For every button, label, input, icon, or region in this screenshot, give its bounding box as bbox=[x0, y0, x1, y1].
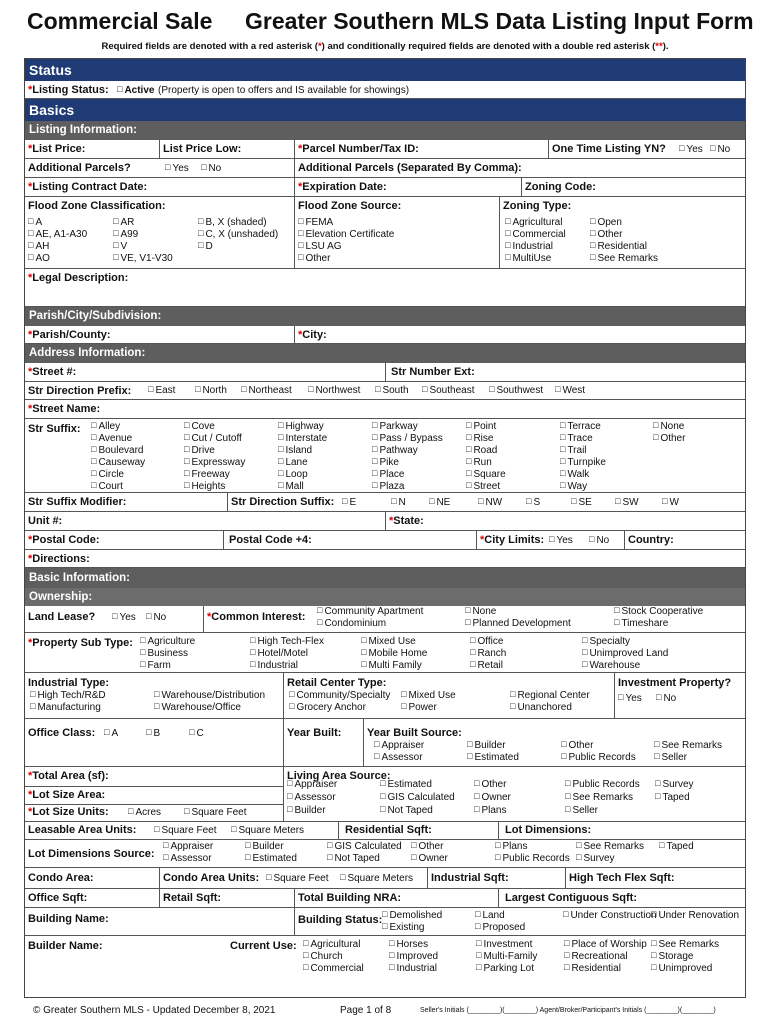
living-area-source-option[interactable]: □ Builder bbox=[287, 805, 326, 816]
sub-type-option[interactable]: □ Ranch bbox=[470, 648, 506, 659]
suffix-option[interactable]: □ Road bbox=[466, 445, 497, 456]
current-use-option[interactable]: □ Horses bbox=[389, 939, 428, 950]
current-use-label: Current Use: bbox=[230, 940, 297, 952]
current-use-option[interactable]: □ Storage bbox=[651, 951, 693, 962]
suffix-option[interactable]: □ Heights bbox=[184, 481, 225, 492]
flood-class-option[interactable]: □ A99 bbox=[113, 229, 138, 240]
flood-class-option[interactable]: □ B, X (shaded) bbox=[198, 217, 267, 228]
dir-suffix-option[interactable]: □ NW bbox=[478, 497, 502, 508]
retail-center-option[interactable]: □ Community/Specialty bbox=[289, 690, 390, 701]
building-status-option[interactable]: □ Proposed bbox=[475, 922, 525, 933]
living-area-source-option[interactable]: □ Public Records bbox=[565, 779, 640, 790]
dir-prefix-option[interactable]: □ West bbox=[555, 385, 585, 396]
living-area-source-option[interactable]: □ Assessor bbox=[287, 792, 336, 803]
retail-center-option[interactable]: □ Unanchored bbox=[510, 702, 572, 713]
industrial-type-option[interactable]: □ Manufacturing bbox=[30, 702, 101, 713]
current-use-option[interactable]: □ Parking Lot bbox=[476, 963, 534, 974]
building-status-option[interactable]: □ Land bbox=[475, 910, 505, 921]
office-class-option[interactable]: □ C bbox=[189, 728, 204, 739]
lot-dim-source-option[interactable]: □ Assessor bbox=[163, 853, 212, 864]
suffix-option[interactable]: □ Place bbox=[372, 469, 404, 480]
suffix-option[interactable]: □ Cut / Cutoff bbox=[184, 433, 242, 444]
building-status-option[interactable]: □ Demolished bbox=[382, 910, 442, 921]
section-status: Status bbox=[25, 59, 745, 81]
industrial-type-option[interactable]: □ High Tech/R&D bbox=[30, 690, 106, 701]
retail-center-option[interactable]: □ Grocery Anchor bbox=[289, 702, 366, 713]
dir-prefix-option[interactable]: □ Southwest bbox=[489, 385, 543, 396]
dir-suffix-option[interactable]: □ S bbox=[526, 497, 540, 508]
suffix-option[interactable]: □ Walk bbox=[560, 469, 589, 480]
direction-suffix-label: Str Direction Suffix: bbox=[231, 496, 335, 508]
section-basics: Basics bbox=[25, 99, 745, 121]
common-interest-option[interactable]: □ Community Apartment bbox=[317, 606, 423, 617]
direction-prefix-label: Str Direction Prefix: bbox=[28, 385, 132, 397]
zoning-type-option[interactable]: □ Agricultural bbox=[505, 217, 562, 228]
year-source-option[interactable]: □ Builder bbox=[467, 740, 506, 751]
suffix-option[interactable]: □ Freeway bbox=[184, 469, 230, 480]
one-time-listing-label: One Time Listing YN? bbox=[552, 143, 666, 155]
postal-row bbox=[25, 531, 745, 550]
lot-dim-source-option[interactable]: □ Taped bbox=[659, 841, 694, 852]
living-area-source-option[interactable]: □ See Remarks bbox=[565, 792, 633, 803]
suffix-option[interactable]: □ Alley bbox=[91, 421, 120, 432]
suffix-option[interactable]: □ Lane bbox=[278, 457, 308, 468]
parish-row bbox=[25, 326, 745, 344]
unit-number-field[interactable]: Unit #: bbox=[28, 515, 63, 527]
living-area-source-option[interactable]: □ Plans bbox=[474, 805, 506, 816]
flood-class-option[interactable]: □ C, X (unshaded) bbox=[198, 229, 278, 240]
dir-prefix-option[interactable]: □ Southeast bbox=[422, 385, 474, 396]
lot-dim-source-option[interactable]: □ Builder bbox=[245, 841, 284, 852]
lot-size-units-option[interactable]: □ Square Feet bbox=[184, 807, 246, 818]
zoning-type-option[interactable]: □ Residential bbox=[590, 241, 647, 252]
current-use-option[interactable]: □ Place of Worship bbox=[564, 939, 647, 950]
lot-dim-source-option[interactable]: □ Public Records bbox=[495, 853, 570, 864]
builder-row bbox=[25, 936, 745, 978]
lot-dim-source-option[interactable]: □ GIS Calculated bbox=[327, 841, 402, 852]
street-suffix-label: Str Suffix: bbox=[28, 423, 81, 435]
living-area-source-option[interactable]: □ Estimated bbox=[380, 779, 432, 790]
living-area-source-option[interactable]: □ Survey bbox=[655, 779, 694, 790]
suffix-option[interactable]: □ Boulevard bbox=[91, 445, 143, 456]
leasable-units-option[interactable]: □ Square Meters bbox=[231, 825, 304, 836]
living-area-source-option[interactable]: □ Other bbox=[474, 779, 506, 790]
city-limits-label: *City Limits: bbox=[480, 534, 545, 546]
lot-dimensions-source-row bbox=[25, 840, 745, 868]
year-built-source-label: Year Built Source: bbox=[367, 727, 462, 739]
sub-type-option[interactable]: □ Retail bbox=[470, 660, 503, 671]
flood-class-option[interactable]: □ AR bbox=[113, 217, 134, 228]
flood-source-option[interactable]: □ FEMA bbox=[298, 217, 333, 228]
retail-center-option[interactable]: □ Power bbox=[401, 702, 437, 713]
sqft-row bbox=[25, 889, 745, 908]
suffix-option[interactable]: □ Loop bbox=[278, 469, 308, 480]
living-area-source-option[interactable]: □ Taped bbox=[655, 792, 690, 803]
dir-suffix-option[interactable]: □ SE bbox=[571, 497, 592, 508]
lot-dim-source-option[interactable]: □ Plans bbox=[495, 841, 527, 852]
suffix-option[interactable]: □ Turnpike bbox=[560, 457, 606, 468]
city-limits-no-checkbox[interactable]: □ No bbox=[589, 535, 609, 546]
building-status-option[interactable]: □ Under Renovation bbox=[651, 910, 739, 921]
current-use-option[interactable]: □ Investment bbox=[476, 939, 532, 950]
condo-area-field[interactable]: Condo Area: bbox=[28, 872, 94, 884]
one-time-no-checkbox[interactable]: □ No bbox=[710, 144, 730, 155]
suffix-option[interactable]: □ Other bbox=[653, 433, 685, 444]
suffix-option[interactable]: □ Avenue bbox=[91, 433, 132, 444]
state-field[interactable]: *State: bbox=[389, 515, 424, 527]
legal-description-field[interactable]: *Legal Description: bbox=[28, 272, 129, 284]
industrial-type-label: Industrial Type: bbox=[28, 677, 110, 689]
zoning-type-option[interactable]: □ Open bbox=[590, 217, 622, 228]
section-listing-info: Listing Information: bbox=[25, 121, 745, 140]
additional-parcels-no-checkbox[interactable]: □ No bbox=[201, 163, 221, 174]
dir-prefix-option[interactable]: □ East bbox=[148, 385, 175, 396]
flood-class-option[interactable]: □ AE, A1-A30 bbox=[28, 229, 87, 240]
lot-dim-source-option[interactable]: □ Appraiser bbox=[163, 841, 213, 852]
street-suffix-row bbox=[25, 419, 745, 493]
suffix-option[interactable]: □ Plaza bbox=[372, 481, 404, 492]
suffix-option[interactable]: □ Point bbox=[466, 421, 496, 432]
suffix-option[interactable]: □ Circle bbox=[91, 469, 124, 480]
required-note: Required fields are denoted with a red asterisk (*) and conditionally required fields are denoted with a double red asterisk (**). bbox=[101, 41, 669, 52]
year-source-option[interactable]: □ Public Records bbox=[561, 752, 636, 763]
flood-zoning-row bbox=[25, 197, 745, 269]
condo-row bbox=[25, 868, 745, 889]
living-area-source-option[interactable]: □ Appraiser bbox=[287, 779, 337, 790]
parish-county-field[interactable]: *Parish/County: bbox=[28, 329, 111, 341]
suffix-option[interactable]: □ Island bbox=[278, 445, 312, 456]
direction-prefix-row bbox=[25, 382, 745, 400]
zoning-type-option[interactable]: □ MultiUse bbox=[505, 253, 551, 264]
zoning-code-field[interactable]: Zoning Code: bbox=[525, 181, 596, 193]
common-interest-option[interactable]: □ None bbox=[465, 606, 496, 617]
land-lease-yes-checkbox[interactable]: □ Yes bbox=[112, 612, 136, 623]
common-interest-option[interactable]: □ Stock Cooperative bbox=[614, 606, 703, 617]
retail-center-option[interactable]: □ Mixed Use bbox=[401, 690, 456, 701]
lot-dim-source-option[interactable]: □ Survey bbox=[576, 853, 615, 864]
current-use-option[interactable]: □ Church bbox=[303, 951, 343, 962]
list-price-low-field[interactable]: List Price Low: bbox=[163, 143, 242, 155]
dir-prefix-option[interactable]: □ North bbox=[195, 385, 227, 396]
status-active-description: (Property is open to offers and IS available for showings) bbox=[158, 85, 410, 96]
property-sub-type-row bbox=[25, 633, 745, 673]
common-interest-option[interactable]: □ Timeshare bbox=[614, 618, 668, 629]
industrial-retail-row bbox=[25, 673, 745, 719]
listing-contract-date-field[interactable]: *Listing Contract Date: bbox=[28, 181, 148, 193]
office-sqft-field[interactable]: Office Sqft: bbox=[28, 892, 88, 904]
section-parish: Parish/City/Subdivision: bbox=[25, 307, 745, 326]
sub-type-option[interactable]: □ Business bbox=[140, 648, 188, 659]
suffix-option[interactable]: □ Terrace bbox=[560, 421, 601, 432]
dir-suffix-option[interactable]: □ W bbox=[662, 497, 679, 508]
street-number-ext-field[interactable]: Str Number Ext: bbox=[391, 366, 475, 378]
industrial-type-option[interactable]: □ Warehouse/Office bbox=[154, 702, 241, 713]
suffix-modifier-row bbox=[25, 493, 745, 512]
investment-no-checkbox[interactable]: □ No bbox=[656, 693, 676, 704]
leasable-area-units-label: Leasable Area Units: bbox=[28, 824, 137, 836]
listing-status-label: *Listing Status: bbox=[28, 84, 109, 96]
office-class-option[interactable]: □ A bbox=[104, 728, 118, 739]
one-time-yes-checkbox[interactable]: □ Yes bbox=[679, 144, 703, 155]
footer-copyright: © Greater Southern MLS - Updated December 8, 2021 bbox=[33, 1005, 276, 1016]
lot-size-units-label: *Lot Size Units: bbox=[28, 806, 109, 818]
suffix-option[interactable]: □ None bbox=[653, 421, 684, 432]
suffix-option[interactable]: □ Court bbox=[91, 481, 123, 492]
street-name-field[interactable]: *Street Name: bbox=[28, 403, 101, 415]
dir-suffix-option[interactable]: □ SW bbox=[615, 497, 639, 508]
zoning-type-option[interactable]: □ Commercial bbox=[505, 229, 566, 240]
section-ownership: Ownership: bbox=[25, 588, 745, 606]
retail-center-option[interactable]: □ Regional Center bbox=[510, 690, 590, 701]
lot-dim-source-option[interactable]: □ Other bbox=[411, 841, 443, 852]
building-status-option[interactable]: □ Under Construction bbox=[563, 910, 657, 921]
dir-suffix-option[interactable]: □ NE bbox=[429, 497, 450, 508]
office-year-row bbox=[25, 719, 745, 767]
sub-type-option[interactable]: □ Industrial bbox=[250, 660, 298, 671]
suffix-modifier-field[interactable]: Str Suffix Modifier: bbox=[28, 496, 127, 508]
listing-form bbox=[24, 58, 746, 998]
additional-parcels-label: Additional Parcels? bbox=[28, 162, 131, 174]
suffix-option[interactable]: □ Street bbox=[466, 481, 500, 492]
year-source-option[interactable]: □ Other bbox=[561, 740, 593, 751]
living-area-source-label: Living Area Source: bbox=[287, 770, 391, 782]
sub-type-option[interactable]: □ Mobile Home bbox=[361, 648, 427, 659]
flood-zone-source-label: Flood Zone Source: bbox=[298, 200, 402, 212]
year-source-option[interactable]: □ See Remarks bbox=[654, 740, 722, 751]
industrial-sqft-field[interactable]: Industrial Sqft: bbox=[431, 872, 509, 884]
listing-status-row bbox=[25, 81, 745, 99]
current-use-option[interactable]: □ Commercial bbox=[303, 963, 364, 974]
suffix-option[interactable]: □ Pass / Bypass bbox=[372, 433, 443, 444]
living-area-source-option[interactable]: □ Not Taped bbox=[380, 805, 433, 816]
sub-type-option[interactable]: □ Unimproved Land bbox=[582, 648, 668, 659]
street-number-row bbox=[25, 363, 745, 382]
section-address: Address Information: bbox=[25, 344, 745, 363]
retail-center-type-label: Retail Center Type: bbox=[287, 677, 387, 689]
postal-code-field[interactable]: *Postal Code: bbox=[28, 534, 100, 546]
property-sub-type-label: *Property Sub Type: bbox=[28, 637, 133, 649]
zoning-type-label: Zoning Type: bbox=[503, 200, 572, 212]
year-source-option[interactable]: □ Estimated bbox=[467, 752, 519, 763]
building-status-option[interactable]: □ Existing bbox=[382, 922, 424, 933]
parcel-number-field[interactable]: *Parcel Number/Tax ID: bbox=[298, 143, 419, 155]
suffix-option[interactable]: □ Interstate bbox=[278, 433, 327, 444]
sub-type-option[interactable]: □ Mixed Use bbox=[361, 636, 416, 647]
suffix-option[interactable]: □ Run bbox=[466, 457, 492, 468]
street-number-field[interactable]: *Street #: bbox=[28, 366, 77, 378]
directions-row bbox=[25, 550, 745, 568]
sub-type-option[interactable]: □ Agriculture bbox=[140, 636, 195, 647]
dir-suffix-option[interactable]: □ N bbox=[391, 497, 406, 508]
flood-source-option[interactable]: □ LSU AG bbox=[298, 241, 342, 252]
sub-type-option[interactable]: □ Specialty bbox=[582, 636, 630, 647]
flood-class-option[interactable]: □ AH bbox=[28, 241, 49, 252]
leasable-row bbox=[25, 822, 745, 840]
largest-contiguous-sqft-field[interactable]: Largest Contiguous Sqft: bbox=[505, 892, 637, 904]
office-class-option[interactable]: □ B bbox=[146, 728, 160, 739]
condo-area-units-label: Condo Area Units: bbox=[163, 872, 260, 884]
suffix-option[interactable]: □ Pathway bbox=[372, 445, 418, 456]
lot-dim-source-option[interactable]: □ Estimated bbox=[245, 853, 297, 864]
building-name-row bbox=[25, 908, 745, 936]
current-use-option[interactable]: □ Residential bbox=[564, 963, 621, 974]
suffix-option[interactable]: □ Mall bbox=[278, 481, 304, 492]
dir-suffix-option[interactable]: □ E bbox=[342, 497, 356, 508]
current-use-option[interactable]: □ See Remarks bbox=[651, 939, 719, 950]
flood-class-option[interactable]: □ AO bbox=[28, 253, 50, 264]
dates-row bbox=[25, 178, 745, 197]
common-interest-option[interactable]: □ Planned Development bbox=[465, 618, 571, 629]
dir-prefix-option[interactable]: □ Northeast bbox=[241, 385, 292, 396]
flood-class-option[interactable]: □ V bbox=[113, 241, 127, 252]
lot-dim-source-option[interactable]: □ Not Taped bbox=[327, 853, 380, 864]
sub-type-option[interactable]: □ Warehouse bbox=[582, 660, 640, 671]
high-tech-flex-sqft-field[interactable]: High Tech Flex Sqft: bbox=[569, 872, 675, 884]
current-use-option[interactable]: □ Recreational bbox=[564, 951, 628, 962]
year-source-option[interactable]: □ Assessor bbox=[374, 752, 423, 763]
dir-prefix-option[interactable]: □ Northwest bbox=[308, 385, 360, 396]
city-field[interactable]: *City: bbox=[298, 329, 327, 341]
lot-size-units-option[interactable]: □ Acres bbox=[128, 807, 161, 818]
flood-source-option[interactable]: □ Elevation Certificate bbox=[298, 229, 394, 240]
flood-zone-classification-label: Flood Zone Classification: bbox=[28, 200, 166, 212]
living-area-source-option[interactable]: □ Seller bbox=[565, 805, 598, 816]
additional-parcels-list-field[interactable]: Additional Parcels (Separated By Comma): bbox=[298, 162, 522, 174]
common-interest-label: *Common Interest: bbox=[207, 611, 306, 623]
suffix-option[interactable]: □ Square bbox=[466, 469, 506, 480]
expiration-date-field[interactable]: *Expiration Date: bbox=[298, 181, 387, 193]
living-area-source-option[interactable]: □ GIS Calculated bbox=[380, 792, 455, 803]
lot-dim-source-option[interactable]: □ Owner bbox=[411, 853, 448, 864]
office-class-label: Office Class: bbox=[28, 727, 96, 739]
form-title: Greater Southern MLS Data Listing Input Form bbox=[245, 8, 754, 34]
suffix-option[interactable]: □ Highway bbox=[278, 421, 324, 432]
sub-type-option[interactable]: □ Multi Family bbox=[361, 660, 422, 671]
zoning-type-option[interactable]: □ See Remarks bbox=[590, 253, 658, 264]
dir-prefix-option[interactable]: □ South bbox=[375, 385, 409, 396]
current-use-option[interactable]: □ Industrial bbox=[389, 963, 437, 974]
form-type-title: Commercial Sale bbox=[27, 8, 213, 34]
sub-type-option[interactable]: □ Farm bbox=[140, 660, 171, 671]
page-number: Page 1 of 8 bbox=[340, 1005, 392, 1016]
additional-parcels-yes-checkbox[interactable]: □ Yes bbox=[165, 163, 189, 174]
area-block bbox=[25, 767, 284, 822]
leasable-units-option[interactable]: □ Square Feet bbox=[154, 825, 216, 836]
legal-description-row bbox=[25, 269, 745, 307]
zoning-type-option[interactable]: □ Industrial bbox=[505, 241, 553, 252]
country-field[interactable]: Country: bbox=[628, 534, 674, 546]
initials-line: Seller's Initials (________)(________) Agent/Broker/Participant's Initials (________)(________) bbox=[420, 1007, 716, 1014]
suffix-option[interactable]: □ Causeway bbox=[91, 457, 145, 468]
investment-property-label: Investment Property? bbox=[618, 677, 732, 689]
zoning-type-option[interactable]: □ Other bbox=[590, 229, 622, 240]
building-name-field[interactable]: Building Name: bbox=[28, 913, 109, 925]
land-lease-row bbox=[25, 606, 745, 633]
flood-source-option[interactable]: □ Other bbox=[298, 253, 330, 264]
lot-dimensions-source-label: Lot Dimensions Source: bbox=[28, 848, 155, 860]
flood-class-option[interactable]: □ VE, V1-V30 bbox=[113, 253, 173, 264]
directions-field[interactable]: *Directions: bbox=[28, 553, 90, 565]
living-area-source-option[interactable]: □ Owner bbox=[474, 792, 511, 803]
price-row bbox=[25, 140, 745, 159]
suffix-option[interactable]: □ Rise bbox=[466, 433, 493, 444]
land-lease-label: Land Lease? bbox=[28, 611, 96, 623]
year-source-option[interactable]: □ Seller bbox=[654, 752, 687, 763]
additional-parcels-row bbox=[25, 159, 745, 178]
city-limits-yes-checkbox[interactable]: □ Yes bbox=[549, 535, 573, 546]
suffix-option[interactable]: □ Trail bbox=[560, 445, 587, 456]
total-building-nra-field[interactable]: Total Building NRA: bbox=[298, 892, 402, 904]
postal-code-4-field[interactable]: Postal Code +4: bbox=[229, 534, 312, 546]
suffix-option[interactable]: □ Trace bbox=[560, 433, 593, 444]
suffix-option[interactable]: □ Cove bbox=[184, 421, 215, 432]
builder-name-field[interactable]: Builder Name: bbox=[28, 940, 103, 952]
suffix-option[interactable]: □ Parkway bbox=[372, 421, 418, 432]
sub-type-option[interactable]: □ Office bbox=[470, 636, 503, 647]
flood-class-option[interactable]: □ A bbox=[28, 217, 42, 228]
investment-yes-checkbox[interactable]: □ Yes bbox=[618, 693, 642, 704]
living-area-source-block bbox=[284, 767, 745, 822]
land-lease-no-checkbox[interactable]: □ No bbox=[146, 612, 166, 623]
sub-type-option[interactable]: □ Hotel/Motel bbox=[250, 648, 308, 659]
lot-dimensions-field[interactable]: Lot Dimensions: bbox=[505, 824, 592, 836]
lot-size-area-field[interactable]: *Lot Size Area: bbox=[28, 789, 106, 801]
suffix-option[interactable]: □ Way bbox=[560, 481, 587, 492]
common-interest-option[interactable]: □ Condominium bbox=[317, 618, 386, 629]
list-price-field[interactable]: *List Price: bbox=[28, 143, 86, 155]
building-status-label: Building Status: bbox=[298, 914, 383, 926]
suffix-option[interactable]: □ Pike bbox=[372, 457, 399, 468]
sub-type-option[interactable]: □ High Tech-Flex bbox=[250, 636, 324, 647]
year-source-option[interactable]: □ Appraiser bbox=[374, 740, 424, 751]
street-name-row bbox=[25, 400, 745, 419]
condo-units-option[interactable]: □ Square Feet bbox=[266, 873, 328, 884]
lot-dim-source-option[interactable]: □ See Remarks bbox=[576, 841, 644, 852]
retail-sqft-field[interactable]: Retail Sqft: bbox=[163, 892, 222, 904]
flood-class-option[interactable]: □ D bbox=[198, 241, 213, 252]
section-basic-info: Basic Information: bbox=[25, 568, 745, 588]
total-area-field[interactable]: *Total Area (sf): bbox=[28, 770, 109, 782]
suffix-option[interactable]: □ Expressway bbox=[184, 457, 245, 468]
current-use-option[interactable]: □ Agricultural bbox=[303, 939, 360, 950]
year-built-field[interactable]: Year Built: bbox=[287, 727, 342, 739]
unit-state-row bbox=[25, 512, 745, 531]
current-use-option[interactable]: □ Unimproved bbox=[651, 963, 712, 974]
current-use-option[interactable]: □ Improved bbox=[389, 951, 438, 962]
current-use-option[interactable]: □ Multi-Family bbox=[476, 951, 537, 962]
residential-sqft-field[interactable]: Residential Sqft: bbox=[345, 824, 432, 836]
status-active-checkbox[interactable]: □ Active bbox=[117, 85, 154, 96]
condo-units-option[interactable]: □ Square Meters bbox=[340, 873, 413, 884]
suffix-option[interactable]: □ Drive bbox=[184, 445, 215, 456]
industrial-type-option[interactable]: □ Warehouse/Distribution bbox=[154, 690, 265, 701]
